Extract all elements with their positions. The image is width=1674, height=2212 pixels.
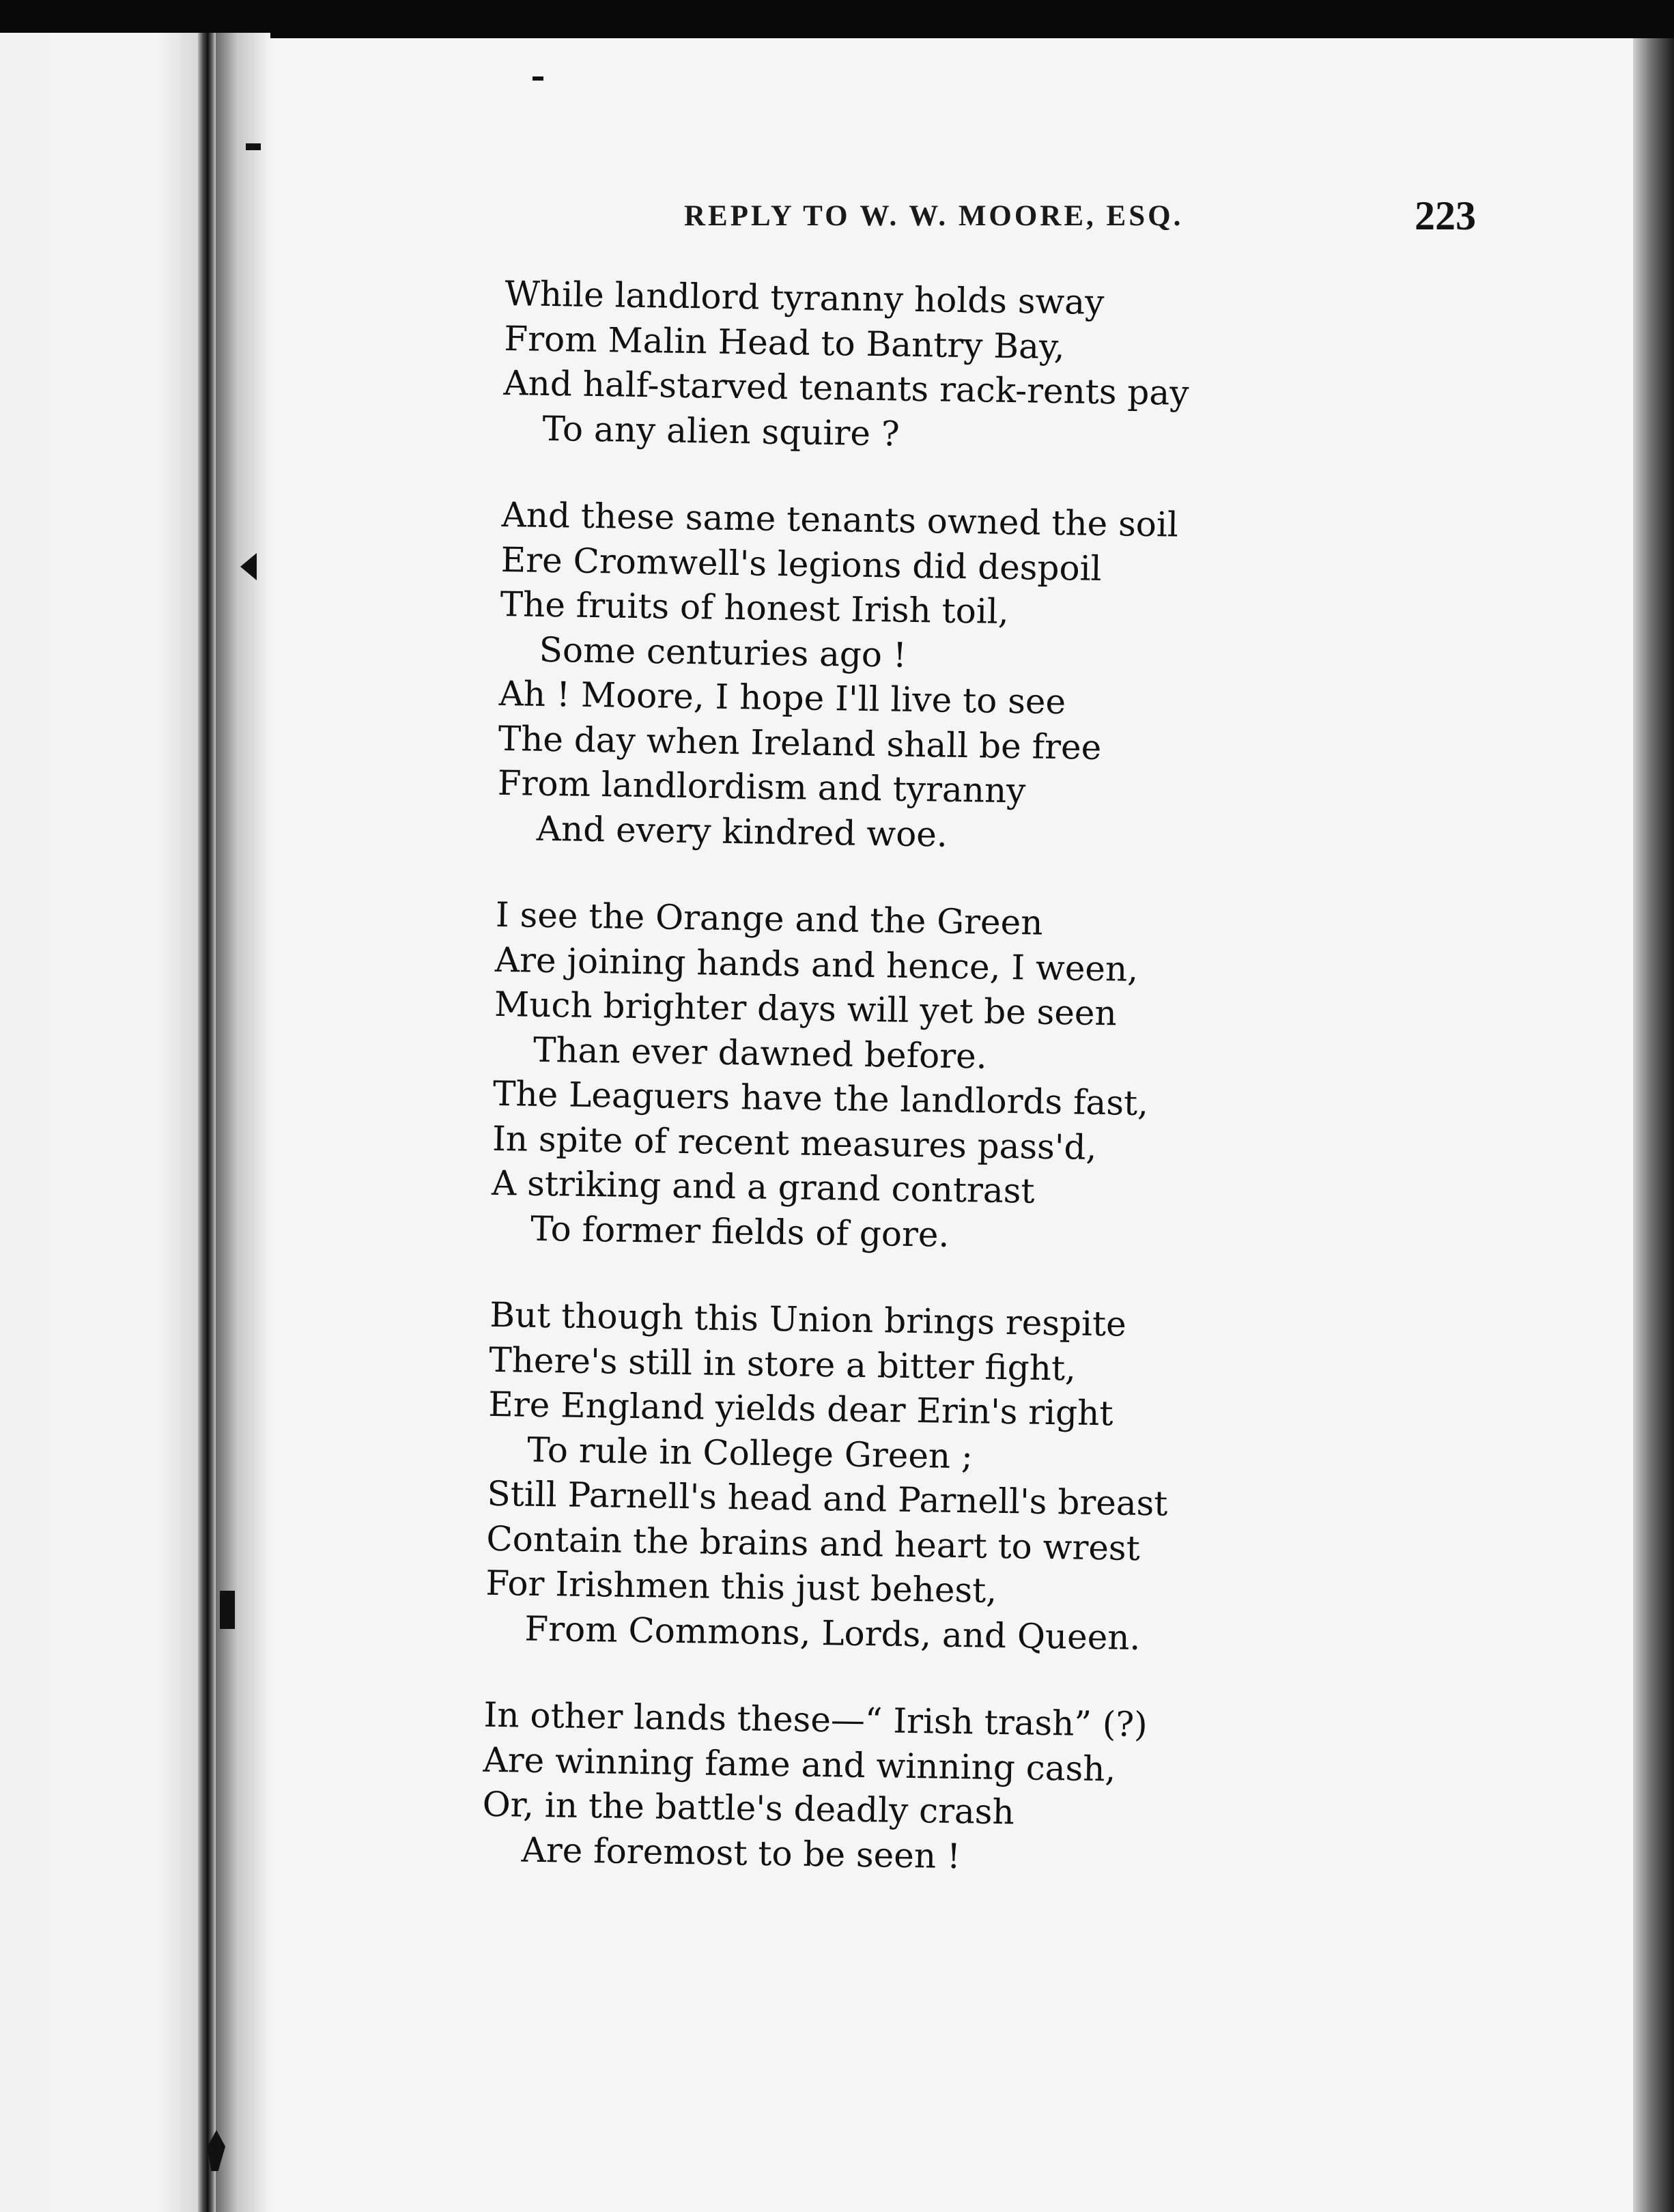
- poem-line: To rule in College Green ;: [526, 1430, 974, 1476]
- poem-line: And half-starved tenants rack-rents pay: [503, 363, 1189, 413]
- stanza: [502, 272, 1461, 465]
- poem-line: I see the Orange and the Green: [495, 894, 1043, 943]
- poem-line: To former fields of gore.: [530, 1208, 950, 1255]
- poem-line: In other lands these—“ Irish trash” (?): [483, 1695, 1148, 1745]
- poem-line: There's still in store a bitter fight,: [488, 1339, 1077, 1389]
- poem-line: Ere Cromwell's legions did despoil: [500, 539, 1103, 589]
- previous-page-edge: [0, 33, 225, 2212]
- poem-line: The Leaguers have the landlords fast,: [492, 1073, 1149, 1124]
- poem-line: From landlordism and tyranny: [497, 763, 1026, 811]
- stanza: [491, 893, 1452, 1265]
- gutter-shadow: [216, 33, 270, 2212]
- poem-line: For Irishmen this just behest,: [485, 1563, 997, 1611]
- poem-line: Some centuries ago !: [539, 629, 907, 675]
- poem-line: Than ever dawned before.: [533, 1030, 988, 1077]
- poem-line: Are winning fame and winning cash,: [483, 1740, 1116, 1789]
- poem-line: And these same tenants owned the soil: [501, 494, 1179, 545]
- poem-line: In spite of recent measures pass'd,: [492, 1118, 1097, 1167]
- poem-line: From Commons, Lords, and Queen.: [524, 1608, 1141, 1658]
- poem-line: Are joining hands and hence, I ween,: [494, 939, 1139, 989]
- poem-line: To any alien squire ?: [542, 408, 900, 454]
- poem-line: Ere England yields dear Erin's right: [487, 1384, 1113, 1434]
- poem-line: Or, in the battle's deadly crash: [482, 1784, 1015, 1832]
- poem-line: Much brighter days will yet be seen: [494, 984, 1118, 1034]
- poem-line: Ah ! Moore, I hope I'll live to see: [498, 673, 1066, 722]
- poem-line: Contain the brains and heart to wrest: [486, 1518, 1141, 1568]
- binding-mark: [246, 143, 261, 150]
- poem-line: While landlord tyranny holds sway: [505, 273, 1105, 323]
- poem-line: And every kindred woe.: [536, 808, 948, 855]
- poem-line: A striking and a grand contrast: [491, 1163, 1035, 1211]
- running-head: REPLY TO W. W. MOORE, ESQ.: [684, 200, 1184, 232]
- poem-line: From Malin Head to Bantry Bay,: [504, 318, 1065, 367]
- stanza: [481, 1693, 1440, 1886]
- poem-body: [481, 272, 1461, 1886]
- ink-speck: [533, 76, 543, 81]
- poem-line: Still Parnell's head and Parnell's breast: [487, 1473, 1168, 1524]
- poem-line: Are foremost to be seen !: [521, 1830, 961, 1876]
- right-page-edge: [1633, 38, 1674, 2212]
- stanza: [496, 493, 1458, 865]
- poem-line: The day when Ireland shall be free: [498, 718, 1102, 767]
- poem-line: But though this Union brings respite: [489, 1294, 1127, 1344]
- stanza: [485, 1293, 1446, 1665]
- binding-mark: [220, 1591, 235, 1629]
- poem-line: The fruits of honest Irish toil,: [500, 584, 1010, 632]
- book-spine: [198, 33, 216, 2212]
- page-number: 223: [1415, 193, 1476, 238]
